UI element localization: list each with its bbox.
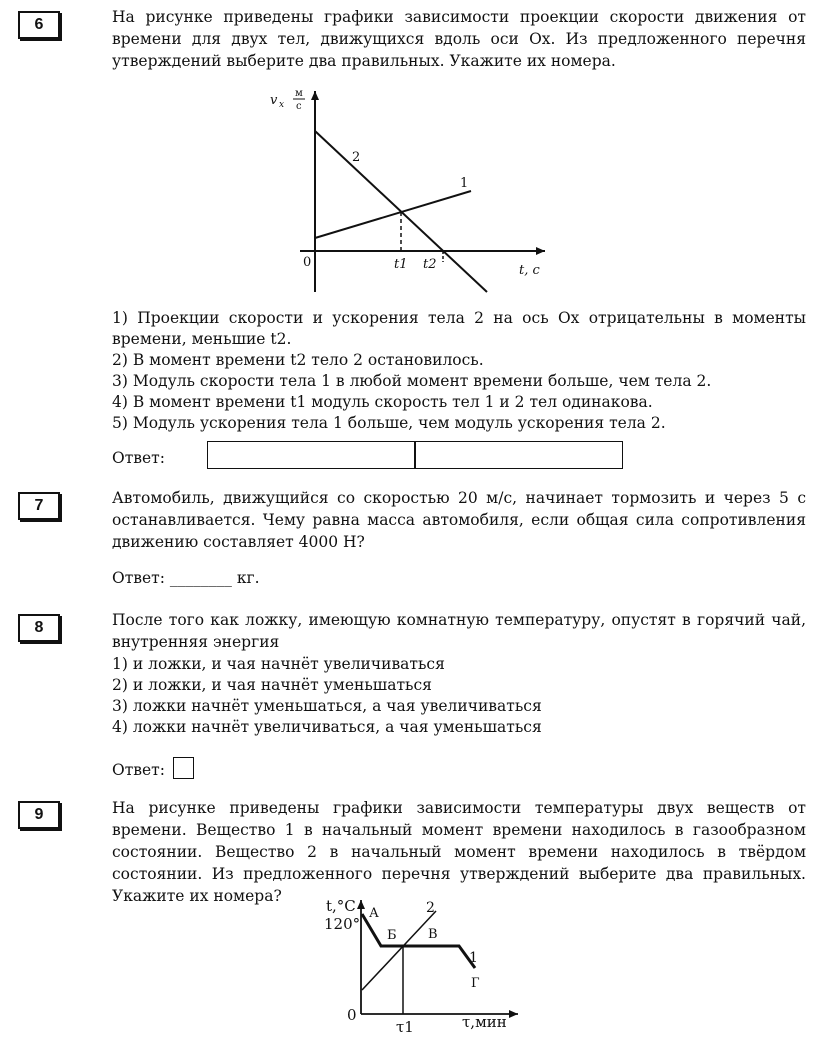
point-a-label: А <box>369 906 379 921</box>
line-1-label: 1 <box>460 176 469 191</box>
point-b-label: Б <box>387 928 397 943</box>
question-8-number: 8 <box>18 614 60 642</box>
option-item: 3) Модуль скорости тела 1 в любой момент времени больше, чем тела 2. <box>112 372 712 390</box>
option-item: 1) и ложки, и чая начнёт увеличиваться <box>112 655 445 673</box>
velocity-graph <box>0 0 820 310</box>
question-6-options <box>112 308 812 434</box>
question-7-answer-blank[interactable]: ________ <box>169 569 232 587</box>
line-2-label: 2 <box>352 150 361 165</box>
graph-line-1 <box>362 914 475 968</box>
question-6-answer-box-1[interactable] <box>207 441 416 469</box>
point-v-label: В <box>428 927 438 942</box>
velocity-y-label: v <box>270 93 278 108</box>
question-9-text: На рисунке приведены графики зависимости температуры двух веществ от времени. Вещество 1 в начальный момент времени находилось в газообразном состоянии. Вещество 2 в начальный момент времени находилось в твёрдом состоянии. Из предложенного перечня утверждений выберите два правильных. Укажите их номера? <box>112 799 806 905</box>
question-6-text: На рисунке приведены графики зависимости проекции скорости движения от времени для двух тел, движущихся вдоль оси Ox. Из предложенного перечня утверждений выберите два правильных. Укажите их номера. <box>112 8 806 70</box>
temperature-graph <box>0 880 820 1045</box>
t2-label: t2 <box>423 257 437 272</box>
option-item: 3) ложки начнёт уменьшаться, а чая увеличиваться <box>112 697 542 715</box>
question-8-options <box>112 654 812 738</box>
question-7-answer-label: Ответ: <box>112 569 165 587</box>
question-7-number: 7 <box>18 492 60 520</box>
question-6-number: 6 <box>18 11 60 39</box>
graph-line-2 <box>362 911 436 990</box>
tau1-label: τ1 <box>396 1018 414 1036</box>
temp-x-label: τ,мин <box>462 1013 507 1031</box>
velocity-y-unit-num: м <box>295 88 303 99</box>
question-7-answer-row <box>112 569 260 587</box>
option-item: 1) Проекции скорости и ускорения тела 2 на ось Ox отрицательны в моменты времени, меньшие t2. <box>112 309 806 348</box>
point-g-label: Г <box>471 976 480 991</box>
velocity-y-unit-den: с <box>296 101 302 112</box>
temp-y-label: t,°C <box>326 897 356 915</box>
question-6-answer-label: Ответ: <box>112 449 165 467</box>
graph-line-1 <box>315 191 471 238</box>
question-9-number: 9 <box>18 801 60 829</box>
velocity-origin-label: 0 <box>303 255 312 270</box>
question-7-text: Автомобиль, движущийся со скоростью 20 м/с, начинает тормозить и через 5 с останавливается. Чему равна масса автомобиля, если общая сила сопротивления движению составляет 4000 Н? <box>112 489 806 551</box>
question-8-answer-box[interactable] <box>173 757 194 779</box>
question-8-text: После того как ложку, имеющую комнатную температуру, опустят в горячий чай, внутренняя энергия <box>112 611 806 651</box>
velocity-y-label-sub: x <box>279 100 285 110</box>
option-item: 2) и ложки, и чая начнёт уменьшаться <box>112 676 432 694</box>
temp-origin-label: 0 <box>347 1006 357 1024</box>
option-item: 4) ложки начнёт увеличиваться, а чая уменьшаться <box>112 718 542 736</box>
option-item: 5) Модуль ускорения тела 1 больше, чем модуль ускорения тела 2. <box>112 414 666 432</box>
question-7-answer-unit: кг. <box>236 569 260 587</box>
line-1-label: 1 <box>469 950 478 966</box>
velocity-x-label: t, с <box>519 263 540 278</box>
option-item: 4) В момент времени t1 модуль скорость тел 1 и 2 тел одинакова. <box>112 393 653 411</box>
question-6-answer-box-2[interactable] <box>414 441 623 469</box>
option-item: 2) В момент времени t2 тело 2 остановилось. <box>112 351 484 369</box>
question-8-answer-label: Ответ: <box>112 761 165 779</box>
temp-120-label: 120° <box>324 915 361 933</box>
t1-label: t1 <box>394 257 408 272</box>
line-2-label: 2 <box>426 900 435 916</box>
